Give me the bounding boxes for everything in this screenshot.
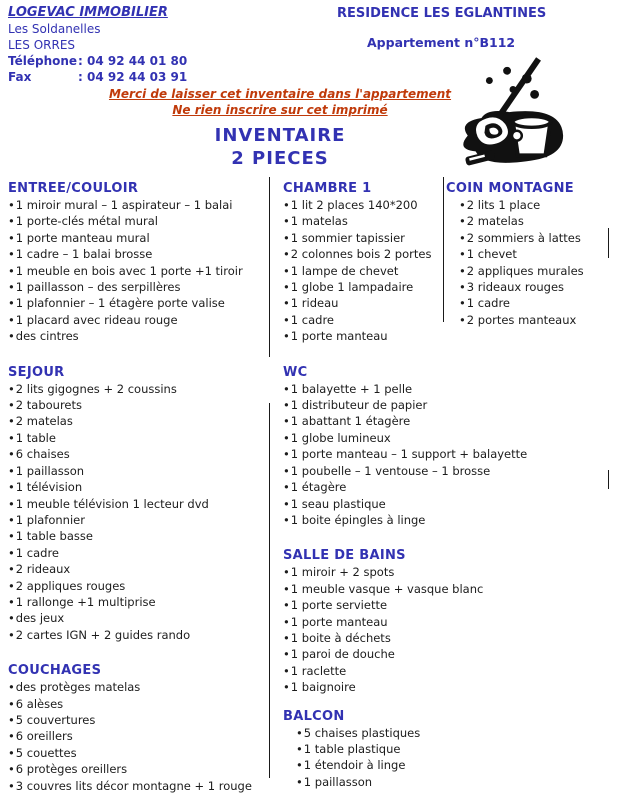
inventory-item <box>283 663 483 679</box>
item-text: 1 poubelle – 1 ventouse – 1 brosse <box>290 463 491 478</box>
inventory-item <box>283 564 483 580</box>
item-text: 1 porte-clés métal mural <box>15 214 158 229</box>
bullet-icon: • <box>8 414 15 429</box>
item-text: 1 paillasson <box>303 774 373 789</box>
phone-label: Téléphone <box>8 54 78 68</box>
bullet-icon: • <box>8 247 15 262</box>
item-text: 1 table plastique <box>303 741 401 756</box>
inventory-item <box>8 578 264 594</box>
item-text: 2 sommiers à lattes <box>466 230 581 245</box>
column-left <box>8 180 264 794</box>
bullet-icon: • <box>8 512 15 527</box>
item-text: 2 rideaux <box>15 562 71 577</box>
inventory-section <box>446 180 618 328</box>
edge-rule-upper <box>608 228 609 258</box>
inventory-section <box>8 364 264 644</box>
inventory-item <box>8 745 264 761</box>
item-text: 5 couettes <box>15 745 77 760</box>
column-divider-right <box>443 177 444 322</box>
item-text: 1 table basse <box>15 529 93 544</box>
item-text: 1 cadre <box>466 296 510 311</box>
residence-name: RESIDENCE LES EGLANTINES <box>337 6 547 21</box>
item-text: 1 boite épingles à linge <box>290 512 426 527</box>
inventory-item <box>8 463 264 479</box>
item-text: 1 paillasson <box>15 463 85 478</box>
bullet-icon: • <box>283 630 290 645</box>
bullet-icon: • <box>8 280 15 295</box>
inventory-item <box>8 479 264 495</box>
bullet-icon: • <box>283 647 290 662</box>
bullet-icon: • <box>459 214 466 229</box>
bullet-icon: • <box>8 463 15 478</box>
bullet-icon: • <box>459 230 466 245</box>
bullet-icon: • <box>283 296 290 311</box>
bullet-icon: • <box>8 480 15 495</box>
item-text: 2 appliques murales <box>466 263 584 278</box>
inventory-item <box>8 430 264 446</box>
item-text: 2 matelas <box>15 414 73 429</box>
inventory-item <box>8 728 264 744</box>
inventory-item <box>446 295 618 311</box>
inventory-item <box>8 446 264 462</box>
item-text: 1 baignoire <box>290 680 356 695</box>
inventory-item <box>446 230 618 246</box>
section-title: SEJOUR <box>8 364 65 380</box>
bullet-icon: • <box>283 463 290 478</box>
inventory-item <box>8 381 264 397</box>
bullet-icon: • <box>296 774 303 789</box>
inventory-item <box>446 279 618 295</box>
inventory-item <box>283 397 483 413</box>
bullet-icon: • <box>283 230 290 245</box>
inventory-item <box>8 213 264 229</box>
item-text: 1 porte manteau <box>290 614 388 629</box>
bullet-icon: • <box>459 312 466 327</box>
item-text: 1 télévision <box>15 480 83 495</box>
bullet-icon: • <box>8 611 15 626</box>
item-text: 5 chaises plastiques <box>303 725 421 740</box>
inventory-item <box>8 312 264 328</box>
item-text: 1 rideau <box>290 296 339 311</box>
item-text: des protèges matelas <box>15 680 141 695</box>
item-text: 1 lampe de chevet <box>290 263 399 278</box>
bullet-icon: • <box>8 198 15 212</box>
inventory-item <box>8 328 264 344</box>
inventory-section <box>283 547 483 695</box>
inventory-item <box>8 594 264 610</box>
bullet-icon: • <box>8 263 15 278</box>
bullet-icon: • <box>296 758 303 773</box>
apartment-number: Appartement n°B112 <box>367 35 516 50</box>
edge-rule-lower <box>608 470 609 489</box>
agency-name: LOGEVAC IMMOBILIER <box>8 5 168 20</box>
inventory-item <box>8 679 264 695</box>
bullet-icon: • <box>459 296 466 311</box>
item-text: 1 globe lumineux <box>290 430 391 445</box>
inventory-item <box>8 413 264 429</box>
item-text: 1 distributeur de papier <box>290 398 428 413</box>
item-text: 3 couvres lits décor montagne + 1 rouge <box>15 778 252 793</box>
bullet-icon: • <box>283 414 290 429</box>
inventory-item <box>8 295 264 311</box>
notice-line-1: Merci de laisser cet inventaire dans l'appartement <box>108 87 452 101</box>
item-text: 1 étagère <box>290 480 347 495</box>
inventory-item <box>283 496 483 512</box>
item-text: 2 matelas <box>466 214 524 229</box>
item-text: 2 lits gigognes + 2 coussins <box>15 381 177 396</box>
item-text: 1 miroir + 2 spots <box>290 565 395 580</box>
inventory-item <box>446 263 618 279</box>
item-text: 1 sommier tapissier <box>290 230 405 245</box>
column-divider-left-lower <box>269 403 270 778</box>
column-right <box>446 180 618 328</box>
inventory-item <box>283 741 483 757</box>
inventory-section <box>283 364 528 529</box>
inventory-item <box>8 263 264 279</box>
title-line-1: INVENTAIRE <box>214 125 346 146</box>
item-text: 1 cadre <box>15 545 59 560</box>
inventory-item <box>283 646 483 662</box>
bullet-icon: • <box>283 680 290 695</box>
bullet-icon: • <box>459 198 466 212</box>
bullet-icon: • <box>459 263 466 278</box>
inventory-item <box>8 279 264 295</box>
item-text: 1 table <box>15 430 56 445</box>
inventory-item <box>446 197 618 213</box>
agency-fax <box>8 69 187 85</box>
column-divider-left-upper <box>269 177 270 357</box>
section-title: ENTREE/COULOIR <box>8 181 139 196</box>
agency-address-line2: LES ORRES <box>8 38 76 52</box>
inventory-item <box>283 679 483 695</box>
item-text: des cintres <box>15 329 79 344</box>
bullet-icon: • <box>459 247 466 262</box>
inventory-item <box>8 627 264 643</box>
item-text: 1 plafonnier – 1 étagère porte valise <box>15 296 225 311</box>
bullet-icon: • <box>8 398 15 413</box>
inventory-item <box>283 381 483 397</box>
item-text: 1 lit 2 places 140*200 <box>290 198 418 212</box>
inventory-section <box>8 180 264 345</box>
fax-label: Fax <box>8 70 32 84</box>
section-title: SALLE DE BAINS <box>283 548 406 564</box>
bullet-icon: • <box>283 598 290 613</box>
inventory-item <box>8 545 264 561</box>
item-text: 1 cadre – 1 balai brosse <box>15 247 153 262</box>
bullet-icon: • <box>283 280 290 295</box>
agency-phone <box>8 53 187 69</box>
bullet-icon: • <box>283 565 290 580</box>
inventory-item <box>8 397 264 413</box>
inventory-item <box>8 761 264 777</box>
inventory-item <box>8 712 264 728</box>
section-title: COUCHAGES <box>8 663 102 679</box>
bullet-icon: • <box>296 725 303 740</box>
bullet-icon: • <box>283 430 290 445</box>
item-text: 5 couvertures <box>15 712 96 727</box>
item-text: 3 rideaux rouges <box>466 280 565 295</box>
bullet-icon: • <box>8 214 15 229</box>
item-text: 2 colonnes bois 2 portes <box>290 247 432 262</box>
bullet-icon: • <box>459 280 466 295</box>
item-text: 1 étendoir à linge <box>303 758 406 773</box>
item-text: 1 porte manteau mural <box>15 230 150 245</box>
bullet-icon: • <box>283 480 290 495</box>
bullet-icon: • <box>8 296 15 311</box>
item-text: 1 seau plastique <box>290 496 386 511</box>
item-text: 1 placard avec rideau rouge <box>15 312 178 327</box>
inventory-item <box>8 610 264 626</box>
item-text: 1 miroir mural – 1 aspirateur – 1 balai <box>15 198 233 212</box>
bullet-icon: • <box>283 329 290 344</box>
inventory-item <box>8 197 264 213</box>
item-text: 1 globe 1 lampadaire <box>290 280 414 295</box>
mop-and-bucket-clipart <box>452 56 570 176</box>
bullet-icon: • <box>8 745 15 760</box>
inventory-item <box>283 328 483 344</box>
item-text: 6 alèses <box>15 696 64 711</box>
bullet-icon: • <box>283 312 290 327</box>
bullet-icon: • <box>8 312 15 327</box>
notice-line-2: Ne rien inscrire sur cet imprimé <box>172 103 388 117</box>
bullet-icon: • <box>8 329 15 344</box>
bullet-icon: • <box>283 263 290 278</box>
bullet-icon: • <box>283 581 290 596</box>
item-text: 1 balayette + 1 pelle <box>290 381 413 396</box>
item-text: 1 porte manteau – 1 support + balayette <box>290 447 528 462</box>
item-text: 1 porte serviette <box>290 598 388 613</box>
item-text: 1 abattant 1 étagère <box>290 414 411 429</box>
item-text: 1 chevet <box>466 247 517 262</box>
bullet-icon: • <box>8 627 15 642</box>
section-title: WC <box>283 364 308 380</box>
inventory-item <box>8 496 264 512</box>
inventory-item <box>283 630 483 646</box>
bullet-icon: • <box>283 663 290 678</box>
inventory-section <box>283 708 483 791</box>
bullet-icon: • <box>8 562 15 577</box>
item-text: 2 appliques rouges <box>15 578 126 593</box>
inventory-item <box>8 230 264 246</box>
inventory-item <box>283 463 491 479</box>
bullet-icon: • <box>8 696 15 711</box>
inventory-item <box>283 581 483 597</box>
bullet-icon: • <box>283 496 290 511</box>
bullet-icon: • <box>8 729 15 744</box>
inventory-item <box>283 512 483 528</box>
item-text: 1 boite à déchets <box>290 630 391 645</box>
item-text: 1 plafonnier <box>15 512 85 527</box>
section-title: COIN MONTAGNE <box>446 181 574 196</box>
bullet-icon: • <box>283 214 290 229</box>
item-text: 2 portes manteaux <box>466 312 577 327</box>
item-text: 1 meuble en bois avec 1 porte +1 tiroir <box>15 263 243 278</box>
inventory-item <box>8 246 264 262</box>
inventory-item <box>283 413 483 429</box>
bullet-icon: • <box>283 198 290 212</box>
item-text: 1 matelas <box>290 214 348 229</box>
bullet-icon: • <box>8 496 15 511</box>
item-text: des jeux <box>15 611 65 626</box>
bullet-icon: • <box>8 545 15 560</box>
bullet-icon: • <box>296 741 303 756</box>
item-text: 1 paillasson – des serpillères <box>15 280 181 295</box>
item-text: 2 tabourets <box>15 398 83 413</box>
bullet-icon: • <box>8 578 15 593</box>
bullet-icon: • <box>8 594 15 609</box>
inventory-item <box>446 246 618 262</box>
item-text: 1 raclette <box>290 663 347 678</box>
bullet-icon: • <box>283 247 290 262</box>
item-text: 2 lits 1 place <box>466 198 541 212</box>
inventory-item <box>283 446 528 462</box>
item-text: 1 porte manteau <box>290 329 388 344</box>
item-text: 2 cartes IGN + 2 guides rando <box>15 627 191 642</box>
item-text: 6 oreillers <box>15 729 73 744</box>
item-text: 1 meuble télévision 1 lecteur dvd <box>15 496 209 511</box>
bullet-icon: • <box>8 381 15 396</box>
inventory-item <box>283 597 483 613</box>
bullet-icon: • <box>8 230 15 245</box>
phone-value: : 04 92 44 01 80 <box>78 54 188 68</box>
section-title: BALCON <box>283 708 345 724</box>
inventory-section <box>8 662 264 794</box>
inventory-item <box>283 430 483 446</box>
inventory-item <box>283 774 483 790</box>
bullet-icon: • <box>8 529 15 544</box>
bullet-icon: • <box>283 512 290 527</box>
inventory-item <box>8 561 264 577</box>
bullet-icon: • <box>8 447 15 462</box>
item-text: 6 protèges oreillers <box>15 762 128 777</box>
bullet-icon: • <box>283 614 290 629</box>
bullet-icon: • <box>8 680 15 695</box>
item-text: 1 cadre <box>290 312 334 327</box>
inventory-item <box>8 696 264 712</box>
inventory-item <box>8 778 264 794</box>
residence-block <box>337 6 546 50</box>
bullet-icon: • <box>283 381 290 396</box>
item-text: 1 meuble vasque + vasque blanc <box>290 581 484 596</box>
bullet-icon: • <box>283 398 290 413</box>
fax-value: : 04 92 44 03 91 <box>78 70 188 84</box>
inventory-item <box>283 725 483 741</box>
inventory-item <box>446 213 618 229</box>
bullet-icon: • <box>283 447 290 462</box>
item-text: 1 rallonge +1 multiprise <box>15 594 156 609</box>
bullet-icon: • <box>8 430 15 445</box>
inventory-item <box>8 512 264 528</box>
inventory-item <box>446 312 618 328</box>
section-title: CHAMBRE 1 <box>283 181 372 196</box>
item-text: 6 chaises <box>15 447 70 462</box>
bullet-icon: • <box>8 762 15 777</box>
bullet-icon: • <box>8 778 15 793</box>
agency-block <box>8 5 187 85</box>
inventory-item <box>283 614 483 630</box>
inventory-item <box>8 528 264 544</box>
inventory-item <box>283 757 483 773</box>
title-line-2: 2 PIECES <box>231 148 329 169</box>
agency-address-line1: Les Soldanelles <box>8 22 101 36</box>
inventory-item <box>283 479 483 495</box>
item-text: 1 paroi de douche <box>290 647 395 662</box>
bullet-icon: • <box>8 712 15 727</box>
